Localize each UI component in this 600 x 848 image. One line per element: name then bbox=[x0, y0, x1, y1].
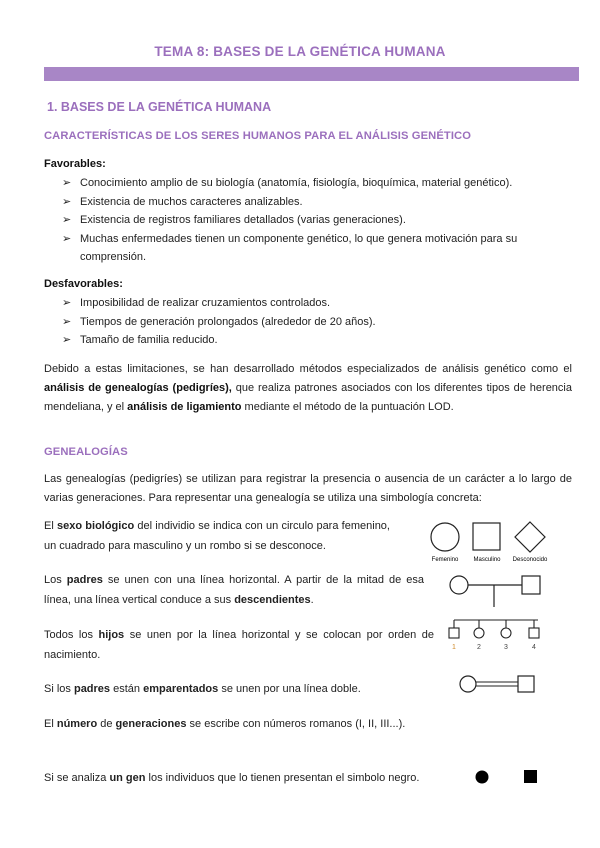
unknown-label: Desconocido bbox=[512, 557, 548, 563]
parents-figure bbox=[445, 572, 545, 610]
arrow-bullet-icon: ➢ bbox=[62, 232, 72, 245]
child-circle-icon bbox=[501, 628, 511, 638]
child-square-icon bbox=[449, 628, 459, 638]
document-title: TEMA 8: BASES DE LA GENÉTICA HUMANA bbox=[154, 44, 446, 59]
generaciones-paragraph: El número de generaciones se escribe con números romanos (I, II, III...). bbox=[44, 718, 406, 730]
desfavorables-list bbox=[62, 294, 582, 350]
birth-order-number: 2 bbox=[477, 644, 481, 651]
bold-term: análisis de genealogías (pedigríes), bbox=[44, 382, 232, 394]
favorables-label: Favorables: bbox=[44, 158, 106, 170]
list-item: ➢ Existencia de registros familiares detallados (varias generaciones). bbox=[62, 211, 582, 230]
list-item: ➢ Muchas enfermedades tienen un componente genético, lo que genera motivación para su comprensión. bbox=[62, 230, 582, 267]
siblings-figure bbox=[446, 616, 546, 656]
list-item: ➢ Imposibilidad de realizar cruzamientos controlados. bbox=[62, 294, 582, 313]
male-square-icon bbox=[518, 676, 534, 692]
arrow-bullet-icon: ➢ bbox=[62, 315, 72, 328]
female-label: Femenino bbox=[431, 557, 459, 563]
unknown-rhombus-icon bbox=[515, 522, 545, 552]
female-circle-icon bbox=[431, 523, 459, 551]
affected-male-icon bbox=[524, 770, 537, 783]
limitations-paragraph: Debido a estas limitaciones, se han desarrollado métodos especializados de análisis genético como el análisis de genealogías (pedigríes), que realiza patrones asociados con los diferentes tipos de herencia mendeliana, y el análisis de ligamiento mediante el método de la puntuación LOD. bbox=[44, 363, 572, 413]
list-item: ➢ Existencia de muchos caracteres analizables. bbox=[62, 193, 582, 212]
section-heading: 1. BASES DE LA GENÉTICA HUMANA bbox=[47, 100, 272, 114]
birth-order-number: 4 bbox=[532, 644, 536, 651]
consanguinity-figure bbox=[456, 673, 536, 697]
emparentados-paragraph: Si los padres están emparentados se unen por una línea doble. bbox=[44, 683, 361, 695]
list-item: ➢ Conocimiento amplio de su biología (anatomía, fisiología, bioquímica, material genético). bbox=[62, 174, 582, 193]
child-circle-icon bbox=[474, 628, 484, 638]
female-circle-icon bbox=[460, 676, 476, 692]
favorables-list bbox=[62, 174, 582, 267]
affected-female-icon bbox=[476, 771, 489, 784]
subsection-heading: CARACTERÍSTICAS DE LOS SERES HUMANOS PARA EL ANÁLISIS GENÉTICO bbox=[44, 130, 472, 142]
title-underline-bar bbox=[44, 67, 579, 81]
hijos-paragraph: Todos los hijos se unen por la línea horizontal y se colocan por orden de nacimiento. bbox=[44, 629, 435, 661]
mother-circle-icon bbox=[450, 576, 468, 594]
arrow-bullet-icon: ➢ bbox=[62, 334, 72, 346]
genealogias-heading: GENEALOGÍAS bbox=[44, 446, 128, 458]
affected-figure bbox=[470, 767, 546, 787]
gen-paragraph: Si se analiza un gen los individuos que lo tienen presentan el simbolo negro. bbox=[44, 772, 420, 784]
sexo-paragraph: El sexo biológico del individio se indica con un circulo para femenino, un cuadrado para masculino y un rombo si se desconoce. bbox=[44, 520, 390, 552]
genealogias-intro: Las genealogías (pedigríes) se utilizan para registrar la presencia o ausencia de un carácter a lo largo de varias generaciones. Para representar una genealogía se utiliza una simbología concreta: bbox=[44, 473, 572, 504]
arrow-bullet-icon: ➢ bbox=[62, 297, 72, 309]
father-square-icon bbox=[522, 576, 540, 594]
bold-term: análisis de ligamiento bbox=[127, 401, 242, 413]
birth-order-number: 3 bbox=[504, 644, 508, 651]
arrow-bullet-icon: ➢ bbox=[62, 214, 72, 226]
padres-paragraph: Los padres se unen con una línea horizontal. A partir de la mitad de esa línea, una línea vertical conduce a sus descendientes. bbox=[44, 574, 424, 606]
child-square-icon bbox=[529, 628, 539, 638]
desfavorables-label: Desfavorables: bbox=[44, 278, 123, 290]
arrow-bullet-icon: ➢ bbox=[62, 177, 72, 189]
birth-order-number: 1 bbox=[452, 644, 456, 651]
list-item: ➢ Tiempos de generación prolongados (alrededor de 20 años). bbox=[62, 313, 582, 332]
male-label: Masculino bbox=[473, 557, 501, 563]
male-square-icon bbox=[473, 523, 500, 550]
arrow-bullet-icon: ➢ bbox=[62, 195, 72, 208]
list-item: ➢ Tamaño de familia reducido. bbox=[62, 331, 582, 350]
sex-symbols-figure bbox=[424, 518, 564, 564]
